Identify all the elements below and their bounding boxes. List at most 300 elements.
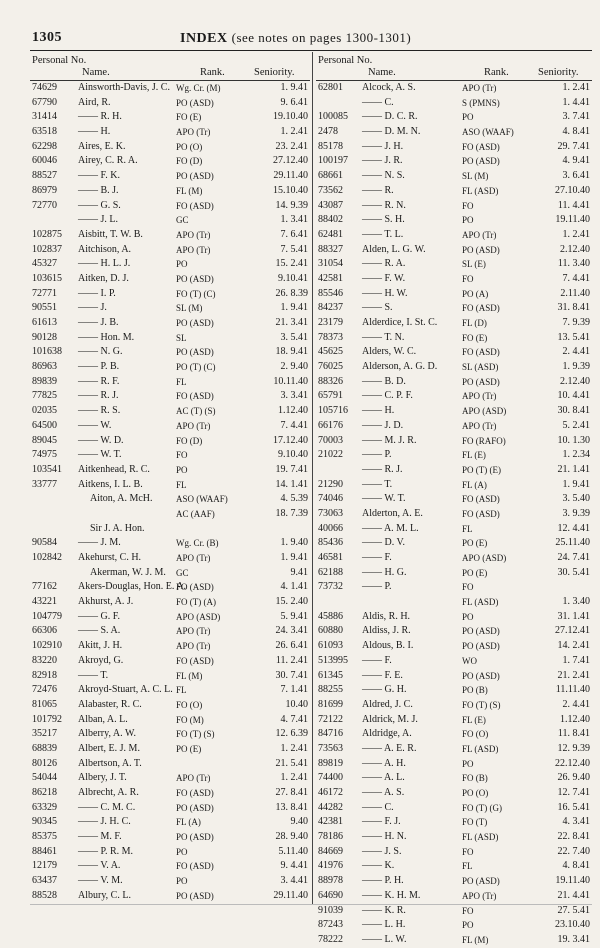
index-entry-row: [316, 389, 592, 404]
entry-rank: APO (Tr): [176, 244, 211, 255]
personal-number: 73732: [318, 581, 343, 593]
index-entry-row: [30, 639, 310, 654]
index-entry-row: [316, 331, 592, 346]
entry-rank: PO (ASD): [462, 156, 500, 167]
entry-seniority: 4. 5.39: [280, 493, 308, 505]
personal-number: 81699: [318, 698, 343, 710]
entry-rank: APO (Tr): [462, 83, 497, 93]
entry-seniority: 10.40: [285, 698, 308, 710]
entry-seniority: 30. 5.41: [557, 566, 590, 578]
entry-rank: PO (ASD): [176, 890, 214, 901]
entry-seniority: 5. 9.41: [280, 610, 308, 622]
entry-seniority: 10.11.40: [273, 375, 308, 387]
personal-number: 77825: [32, 390, 57, 402]
personal-number: 104779: [32, 610, 62, 622]
entry-rank: PO (ASD): [462, 876, 500, 887]
entry-name: —— S.: [362, 302, 393, 314]
entry-name: —— T.: [78, 669, 109, 681]
index-entry-row: [30, 727, 310, 742]
entry-seniority: 21. 3.41: [275, 317, 308, 328]
index-entry-row: [30, 375, 310, 390]
heading-seniority: Seniority.: [538, 67, 579, 78]
entry-seniority: 1. 2.34: [562, 449, 590, 461]
index-entry-row: [316, 610, 592, 625]
personal-number: 40066: [318, 522, 343, 534]
entry-name: Albery, J. T.: [78, 772, 127, 784]
personal-number: 105716: [318, 405, 348, 417]
personal-number: 72771: [32, 287, 57, 299]
page-number: 1305: [32, 30, 62, 45]
personal-number: 74046: [318, 493, 343, 505]
index-entry-row: [30, 786, 310, 801]
entry-seniority: 12. 6.39: [275, 728, 308, 740]
entry-rank: SL (ASD): [462, 362, 499, 373]
entry-rank: FO (T) (S): [176, 729, 215, 740]
index-entry-row: [30, 713, 310, 728]
entry-name: Albertson, A. T.: [78, 757, 142, 769]
personal-number: 88461: [32, 845, 57, 857]
personal-number: 67790: [32, 96, 57, 108]
personal-number: 85546: [318, 287, 343, 299]
entry-name: Akhurst, A. J.: [78, 596, 134, 608]
entry-seniority: 7. 5.41: [280, 243, 308, 255]
entry-name: —— C.: [362, 801, 394, 813]
entry-name: —— S. A.: [78, 625, 121, 637]
entry-rank: GC: [176, 567, 189, 578]
personal-number: 73563: [318, 742, 343, 754]
index-entry-row: [30, 742, 310, 757]
right-column-header: [316, 52, 592, 81]
entry-rank: FO (T): [462, 817, 488, 828]
entry-rank: FO (ASD): [462, 347, 500, 358]
index-entry-row: [316, 595, 592, 610]
index-note: (see notes on pages 1300-1301): [231, 30, 412, 45]
entry-seniority: 10. 4.41: [557, 390, 590, 402]
column-divider: [312, 52, 313, 904]
entry-rank: Wg. Cr. (B): [176, 538, 219, 549]
entry-name: —— H.: [362, 405, 395, 417]
personal-number: 21290: [318, 478, 343, 490]
entry-rank: SL (M): [462, 171, 489, 182]
entry-rank: APO (ASD): [176, 611, 221, 622]
entry-rank: FL (E): [462, 714, 486, 725]
index-entry-row: [316, 713, 592, 728]
index-entry-row: [30, 874, 310, 889]
left-rows: [30, 81, 310, 904]
index-entry-row: [316, 434, 592, 449]
personal-number: 35217: [32, 728, 57, 740]
index-entry-row: [316, 786, 592, 801]
entry-seniority: 25.11.40: [555, 537, 590, 549]
index-entry-row: [316, 874, 592, 889]
entry-rank: FL: [462, 861, 473, 872]
entry-seniority: 9.40: [290, 816, 308, 828]
entry-rank: APO (ASD): [462, 406, 507, 417]
index-entry-row: [30, 272, 310, 287]
entry-name: Akitt, J. H.: [78, 640, 123, 652]
index-entry-row: [30, 96, 310, 111]
entry-seniority: 13. 8.41: [275, 801, 308, 813]
entry-seniority: 3. 7.41: [562, 111, 590, 123]
personal-number: 46581: [318, 552, 343, 563]
index-entry-row: [316, 815, 592, 830]
index-entry-row: [316, 140, 592, 155]
personal-number: 66176: [318, 419, 343, 431]
entry-rank: FO (T) (S): [462, 699, 501, 710]
entry-name: —— J. H. C.: [78, 816, 131, 828]
entry-name: —— R. J.: [78, 390, 119, 402]
personal-number: 88527: [32, 170, 57, 182]
personal-number: 85375: [32, 831, 57, 843]
entry-seniority: 11. 8.41: [557, 728, 590, 740]
index-entry-row: [316, 830, 592, 845]
index-title: INDEX: [180, 31, 228, 46]
personal-number: 73562: [318, 184, 343, 196]
personal-number: 72122: [318, 713, 343, 725]
entry-seniority: 1. 9.41: [280, 82, 308, 93]
entry-name: —— R.: [362, 184, 394, 196]
index-entry-row: [30, 551, 310, 566]
entry-rank: FO (ASD): [176, 582, 214, 593]
entry-name: —— W. D.: [78, 434, 124, 446]
index-entry-row: [316, 81, 592, 96]
entry-seniority: 13. 5.41: [557, 331, 590, 343]
entry-seniority: 11. 4.41: [557, 199, 590, 211]
index-entry-row: [316, 360, 592, 375]
personal-number: 60046: [32, 155, 57, 167]
index-entry-row: [30, 331, 310, 346]
entry-rank: PO (ASD): [176, 347, 214, 358]
index-entry-row: [316, 639, 592, 654]
entry-seniority: 27.12.41: [555, 625, 590, 637]
entry-name: —— K. R.: [362, 904, 406, 916]
personal-number: 42381: [318, 816, 343, 828]
personal-number: 78186: [318, 831, 343, 843]
index-entry-row: [30, 595, 310, 610]
entry-name: —— T. N.: [362, 331, 405, 343]
index-entry-row: [316, 522, 592, 537]
entry-rank: FO (ASD): [176, 655, 214, 666]
entry-seniority: 24. 7.41: [557, 552, 590, 563]
entry-name: —— T.: [362, 478, 393, 490]
entry-name: —— F. E.: [362, 669, 403, 681]
index-entry-row: [30, 698, 310, 713]
entry-rank: ASO (WAAF): [462, 127, 514, 138]
entry-rank: FO (O): [176, 699, 203, 710]
entry-rank: FO: [462, 273, 474, 284]
entry-seniority: 7. 1.41: [280, 684, 308, 696]
entry-seniority: 3. 4.41: [280, 875, 308, 887]
entry-name: —— W.: [78, 419, 112, 431]
personal-number: 76025: [318, 361, 343, 373]
index-entry-row: [316, 375, 592, 390]
entry-rank: FO (T) (A): [176, 597, 216, 608]
index-entry-row: [316, 463, 592, 478]
index-entry-row: [316, 933, 592, 948]
index-entry-row: [316, 448, 592, 463]
personal-number: 89819: [318, 757, 343, 769]
index-entry-row: [30, 184, 310, 199]
personal-number: 78373: [318, 331, 343, 343]
index-entry-row: [30, 801, 310, 816]
entry-rank: FO (E): [176, 112, 202, 123]
personal-number: 103541: [32, 463, 62, 475]
entry-name: —— H. N.: [362, 831, 407, 843]
index-entry-row: [316, 199, 592, 214]
personal-number: 90584: [32, 537, 57, 549]
entry-rank: FL (ASD): [462, 743, 499, 754]
index-entry-row: [30, 889, 310, 904]
entry-name: Aldridge, A.: [362, 728, 412, 740]
index-entry-row: [30, 140, 310, 155]
entry-name: Akehurst, C. H.: [78, 552, 142, 563]
index-entry-row: [30, 257, 310, 272]
entry-seniority: 23. 2.41: [275, 140, 308, 152]
personal-number: 45327: [32, 258, 57, 270]
entry-seniority: 12. 4.41: [557, 522, 590, 534]
index-entry-row: [30, 845, 310, 860]
index-entry-row: [30, 316, 310, 331]
entry-rank: FO (ASD): [176, 391, 214, 402]
entry-seniority: 27.10.40: [555, 184, 590, 196]
entry-seniority: 1. 3.40: [562, 596, 590, 608]
entry-name: —— J. B.: [78, 317, 119, 328]
heading-name: Name.: [82, 67, 110, 78]
entry-name: —— P. R. M.: [78, 845, 134, 857]
personal-number: 66306: [32, 625, 57, 637]
index-entry-row: [316, 419, 592, 434]
personal-number: 77162: [32, 581, 57, 593]
entry-seniority: 1. 7.41: [562, 654, 590, 666]
entry-name: —— P.: [362, 581, 392, 593]
personal-number: 86218: [32, 787, 57, 798]
index-entry-row: [316, 345, 592, 360]
index-entry-row: [316, 801, 592, 816]
entry-rank: FO (ASD): [176, 200, 214, 211]
entry-rank: PO (ASD): [176, 802, 214, 813]
index-entry-row: [30, 360, 310, 375]
personal-number: 43221: [32, 596, 57, 608]
entry-seniority: 1.12.40: [560, 713, 590, 725]
index-entry-row: [316, 889, 592, 904]
entry-rank: PO (ASD): [176, 273, 214, 284]
index-entry-row: [316, 184, 592, 199]
entry-rank: FL (ASD): [462, 832, 499, 843]
entry-name: —— K.: [362, 860, 395, 872]
entry-name: Albury, C. L.: [78, 889, 131, 901]
entry-rank: Wg. Cr. (M): [176, 83, 221, 93]
personal-number: 31414: [32, 111, 57, 123]
entry-seniority: 21. 5.41: [275, 757, 308, 769]
entry-seniority: 30. 8.41: [557, 405, 590, 417]
entry-name: —— R. F.: [78, 375, 120, 387]
personal-number: 62801: [318, 82, 343, 93]
personal-number: 44282: [318, 801, 343, 813]
entry-seniority: 10. 1.30: [557, 434, 590, 446]
personal-number: 88402: [318, 214, 343, 226]
top-rule: [30, 50, 592, 51]
index-entry-row: [316, 757, 592, 772]
entry-seniority: 3. 5.40: [562, 493, 590, 505]
personal-number: 86979: [32, 184, 57, 196]
entry-name: —— J. S.: [362, 845, 402, 857]
entry-rank: APO (Tr): [176, 626, 211, 637]
entry-rank: PO: [462, 112, 474, 123]
entry-rank: PO: [462, 215, 474, 226]
personal-number: 41976: [318, 860, 343, 872]
entry-seniority: 1. 9.41: [280, 552, 308, 563]
entry-name: Aitchison, A.: [78, 243, 132, 255]
personal-number: 91039: [318, 904, 343, 916]
entry-seniority: 7. 4.41: [562, 272, 590, 284]
entry-seniority: 7. 6.41: [280, 228, 308, 240]
entry-name: —— A. M. L.: [362, 522, 419, 534]
entry-name: —— J.: [78, 302, 107, 314]
personal-number: 2478: [318, 126, 338, 138]
entry-rank: APO (Tr): [462, 391, 497, 402]
entry-seniority: 4. 8.41: [562, 126, 590, 138]
personal-number: 88255: [318, 684, 343, 696]
personal-number: 45625: [318, 346, 343, 358]
entry-name: —— D. V.: [362, 537, 405, 549]
entry-seniority: 21. 2.41: [557, 669, 590, 681]
index-entry-row: [316, 257, 592, 272]
index-entry-row: [316, 301, 592, 316]
entry-rank: SL (E): [462, 259, 486, 270]
entry-name: Aires, E. K.: [78, 140, 126, 152]
entry-name: —— P. B.: [78, 361, 120, 373]
personal-number: 513995: [318, 654, 348, 666]
entry-rank: FO (ASD): [462, 303, 500, 314]
personal-number: 65791: [318, 390, 343, 402]
personal-number: 88327: [318, 243, 343, 255]
entry-name: —— I. P.: [78, 287, 116, 299]
entry-name: —— C. P. F.: [362, 390, 413, 402]
index-entry-row: [316, 698, 592, 713]
entry-seniority: 14. 1.41: [275, 478, 308, 490]
entry-seniority: 1. 9.40: [280, 537, 308, 549]
entry-seniority: 24. 3.41: [275, 625, 308, 637]
entry-seniority: 14. 2.41: [557, 640, 590, 652]
index-entry-row: [316, 507, 592, 522]
entry-seniority: 28. 9.40: [275, 831, 308, 843]
index-entry-row: [316, 683, 592, 698]
index-entry-row: [30, 125, 310, 140]
entry-seniority: 12. 7.41: [557, 787, 590, 798]
personal-number: 90551: [32, 302, 57, 314]
entry-seniority: 17.12.40: [273, 434, 308, 446]
index-entry-row: [30, 301, 310, 316]
personal-number: 54044: [32, 772, 57, 784]
entry-seniority: 7. 9.39: [562, 317, 590, 328]
entry-name: Aitkens, I. L. B.: [78, 478, 143, 490]
heading-seniority: Seniority.: [254, 67, 295, 78]
personal-number: 68661: [318, 170, 343, 182]
entry-seniority: 4. 3.41: [562, 816, 590, 828]
entry-seniority: 1. 9.41: [562, 478, 590, 490]
index-entry-row: [316, 742, 592, 757]
entry-seniority: 11.11.40: [555, 684, 590, 696]
heading-rank: Rank.: [200, 67, 225, 78]
entry-seniority: 2.12.40: [560, 243, 590, 255]
personal-number: 90345: [32, 816, 57, 828]
entry-seniority: 18. 9.41: [275, 346, 308, 358]
entry-seniority: 14. 9.39: [275, 199, 308, 211]
personal-number: 87243: [318, 919, 343, 931]
personal-number: 64690: [318, 889, 343, 901]
personal-number: 88978: [318, 875, 343, 887]
entry-rank: FL (D): [462, 318, 487, 328]
entry-seniority: 3. 9.39: [562, 507, 590, 519]
index-entry-row: [316, 154, 592, 169]
entry-name: Sir J. A. Hon.: [90, 522, 145, 534]
entry-rank: PO (E): [462, 538, 488, 549]
entry-rank: FO: [462, 846, 474, 857]
entry-rank: ASO (WAAF): [176, 494, 228, 505]
index-entry-row: [30, 434, 310, 449]
entry-rank: FL (M): [462, 934, 489, 945]
entry-rank: SL (M): [176, 303, 203, 314]
entry-name: Aldiss, J. R.: [362, 625, 411, 637]
entry-name: —— A. E. R.: [362, 742, 417, 754]
entry-name: —— F.: [362, 654, 392, 666]
entry-rank: PO (ASD): [176, 318, 214, 328]
index-entry-row: [30, 815, 310, 830]
index-entry-row: [30, 683, 310, 698]
personal-number: 61613: [32, 317, 57, 328]
entry-rank: APO (Tr): [176, 553, 211, 563]
index-entry-row: [316, 727, 592, 742]
heading-personal-no: Personal No.: [318, 55, 373, 66]
entry-seniority: 27. 5.41: [557, 904, 590, 916]
entry-seniority: 26. 8.39: [275, 287, 308, 299]
entry-rank: PO: [176, 846, 188, 857]
entry-seniority: 27. 8.41: [275, 787, 308, 798]
entry-seniority: 3. 6.41: [562, 170, 590, 182]
entry-seniority: 3. 3.41: [280, 390, 308, 402]
entry-seniority: 15. 2.41: [275, 258, 308, 270]
entry-rank: FO (E): [462, 332, 488, 343]
entry-name: —— H.: [78, 126, 111, 138]
entry-name: Akers-Douglas, Hon. E. A.: [78, 581, 187, 593]
entry-seniority: 5.11.40: [278, 845, 308, 857]
entry-rank: PO (ASD): [176, 97, 214, 108]
entry-name: Akroyd, G.: [78, 654, 124, 666]
entry-rank: FL (M): [176, 185, 203, 196]
entry-name: —— V. A.: [78, 860, 121, 872]
entry-rank: FO (M): [176, 714, 204, 725]
entry-name: Albert, E. J. M.: [78, 742, 140, 754]
personal-number: 74400: [318, 772, 343, 784]
entry-seniority: 2.12.40: [560, 375, 590, 387]
entry-seniority: 1. 4.41: [562, 96, 590, 108]
entry-name: —— V. M.: [78, 875, 123, 887]
entry-name: —— N. S.: [362, 170, 405, 182]
entry-rank: FL: [462, 523, 473, 534]
index-entry-row: [316, 213, 592, 228]
personal-number: 82918: [32, 669, 57, 681]
index-entry-row: [316, 169, 592, 184]
index-entry-row: [30, 243, 310, 258]
entry-seniority: 15. 2.40: [275, 596, 308, 608]
entry-seniority: 22.12.40: [555, 757, 590, 769]
entry-seniority: 3. 5.41: [280, 331, 308, 343]
entry-seniority: 19.11.40: [555, 875, 590, 887]
entry-name: —— R. H.: [78, 111, 122, 123]
entry-rank: PO (ASD): [462, 626, 500, 637]
personal-number: 72770: [32, 199, 57, 211]
entry-seniority: 1. 2.41: [562, 228, 590, 240]
